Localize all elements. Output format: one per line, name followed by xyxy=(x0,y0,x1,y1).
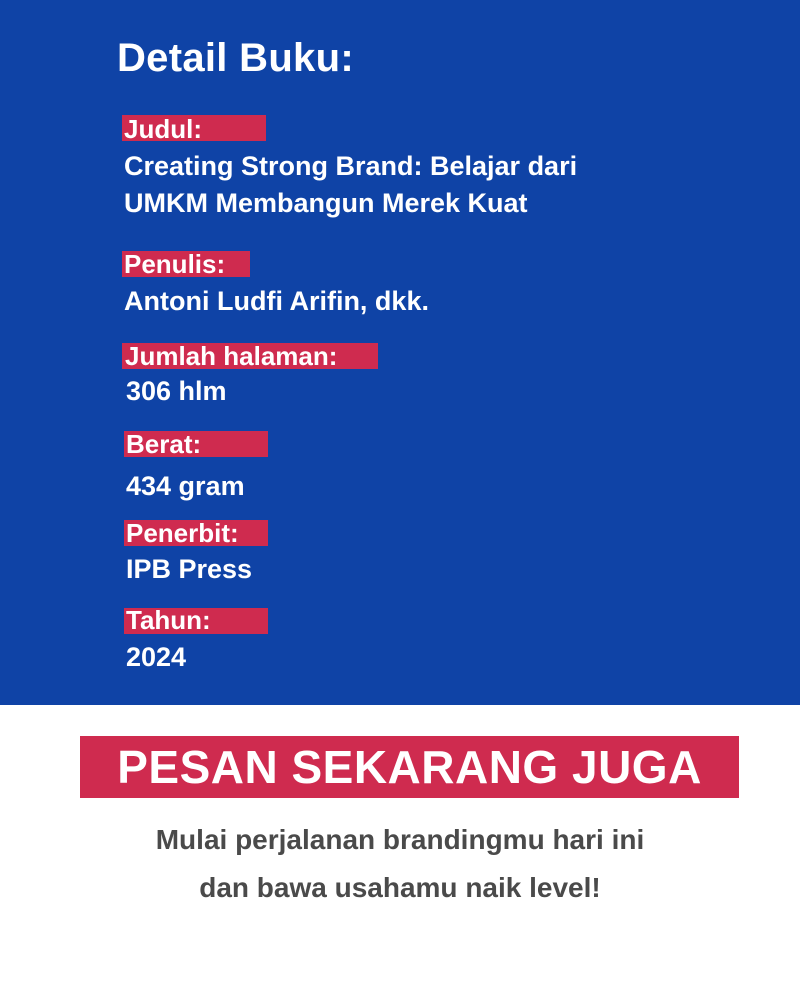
value-tahun: 2024 xyxy=(126,642,187,672)
label-penulis: Penulis: xyxy=(124,249,226,279)
value-penulis: Antoni Ludfi Arifin, dkk. xyxy=(124,286,429,316)
label-tahun: Tahun: xyxy=(126,605,211,635)
label-penerbit: Penerbit: xyxy=(126,518,239,548)
page-title: Detail Buku: xyxy=(117,36,354,80)
label-berat: Berat: xyxy=(126,429,202,459)
order-now-button[interactable]: PESAN SEKARANG JUGA xyxy=(80,736,739,798)
value-judul-line2: UMKM Membangun Merek Kuat xyxy=(124,188,528,218)
tagline-line1: Mulai perjalanan brandingmu hari ini xyxy=(155,824,645,855)
value-berat: 434 gram xyxy=(126,471,245,501)
value-halaman: 306 hlm xyxy=(126,376,227,406)
tagline-line2: dan bawa usahamu naik level! xyxy=(199,872,601,903)
label-halaman: Jumlah halaman: xyxy=(125,341,338,371)
value-judul-line1: Creating Strong Brand: Belajar dari xyxy=(124,151,578,181)
label-judul: Judul: xyxy=(124,114,202,144)
value-penerbit: IPB Press xyxy=(126,554,253,584)
